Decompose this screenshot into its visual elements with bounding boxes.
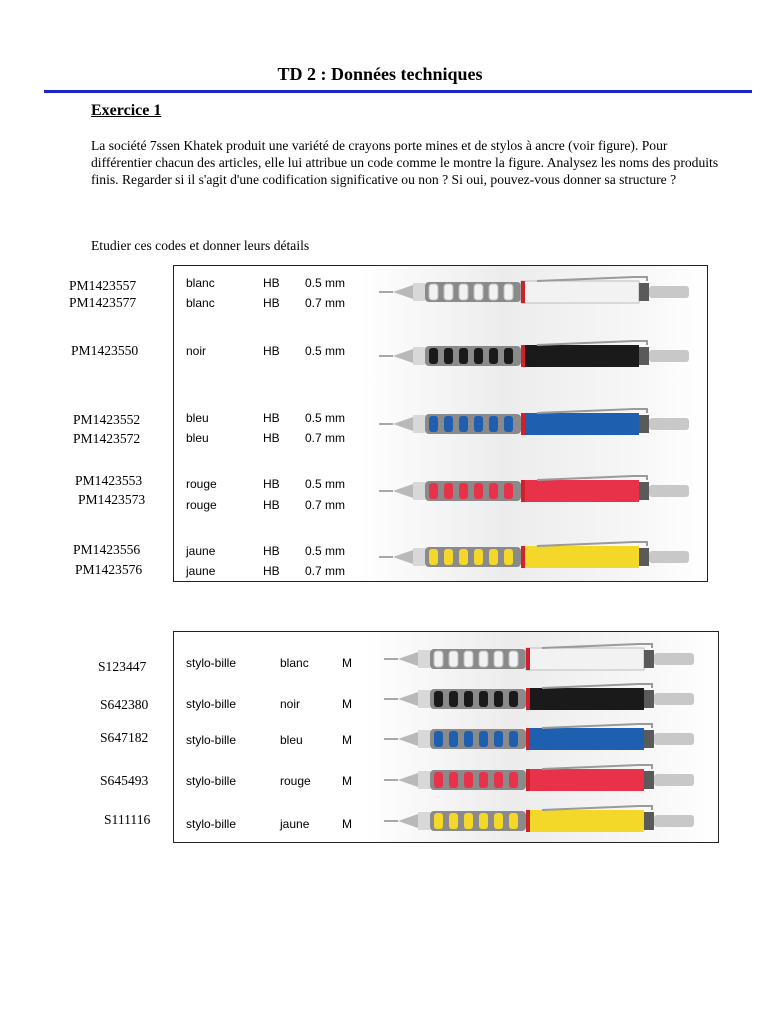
pencil-color: rouge xyxy=(186,498,217,512)
pencil-color: rouge xyxy=(186,477,217,491)
grip-ridge xyxy=(434,651,443,667)
clip xyxy=(537,542,647,546)
push-button xyxy=(654,774,694,786)
grip-ridge xyxy=(504,284,513,300)
grip-ridge xyxy=(444,416,453,432)
pen-size: M xyxy=(342,656,352,670)
pen-code: S647182 xyxy=(100,730,149,745)
pencil-hardness: HB xyxy=(263,544,280,558)
grip-ridge xyxy=(444,284,453,300)
grip-ridge xyxy=(479,691,488,707)
grip-ridge xyxy=(429,483,438,499)
grip-ridge xyxy=(494,651,503,667)
pen-size: M xyxy=(342,697,352,711)
barrel xyxy=(526,810,644,832)
pencil-color: blanc xyxy=(186,276,215,290)
grip-ridge xyxy=(474,549,483,565)
ferrule xyxy=(413,548,425,566)
pen-figure xyxy=(173,631,719,843)
ferrule xyxy=(413,415,425,433)
push-button xyxy=(654,653,694,665)
ferrule xyxy=(418,730,430,748)
push-button xyxy=(649,418,689,430)
pencil-illustration-black xyxy=(379,338,695,374)
pencil-color: bleu xyxy=(186,411,209,425)
pen-color: blanc xyxy=(280,656,309,670)
pencil-code: PM1423550 xyxy=(71,343,139,358)
cap-base xyxy=(644,812,654,830)
grip-ridge xyxy=(459,416,468,432)
cap-base xyxy=(639,415,649,433)
grip-ridge xyxy=(464,651,473,667)
red-ring xyxy=(526,648,530,670)
clip xyxy=(542,684,652,688)
grip-ridge xyxy=(494,691,503,707)
cone xyxy=(393,285,413,299)
pencil-lead-size: 0.5 mm xyxy=(305,276,346,290)
grip-ridge xyxy=(509,731,518,747)
red-ring xyxy=(521,546,525,568)
pencil-illustration-yellow xyxy=(379,539,695,575)
grip-ridge xyxy=(444,348,453,364)
red-ring xyxy=(526,769,530,791)
push-button xyxy=(654,733,694,745)
pen-color: rouge xyxy=(280,774,311,788)
cap-base xyxy=(639,283,649,301)
clip xyxy=(542,806,652,810)
cap-base xyxy=(639,482,649,500)
red-ring xyxy=(521,345,525,367)
pencil-color: blanc xyxy=(186,296,215,310)
pencil-code: PM1423556 xyxy=(73,542,141,557)
grip-ridge xyxy=(459,284,468,300)
pencil-color: jaune xyxy=(186,564,216,578)
ferrule xyxy=(418,771,430,789)
grip-ridge xyxy=(434,772,443,788)
pencil-hardness: HB xyxy=(263,431,280,445)
pen-type: stylo-bille xyxy=(186,733,237,747)
grip-ridge xyxy=(489,284,498,300)
grip-ridge xyxy=(474,416,483,432)
red-ring xyxy=(526,688,530,710)
barrel xyxy=(521,281,639,303)
grip-ridge xyxy=(464,731,473,747)
grip-ridge xyxy=(479,772,488,788)
pen-color: jaune xyxy=(280,817,310,831)
grip-ridge xyxy=(449,813,458,829)
pen-illustration-blue xyxy=(384,721,700,757)
grip-ridge xyxy=(494,813,503,829)
clip xyxy=(542,765,652,769)
cap-base xyxy=(639,548,649,566)
pencil-illustration-white xyxy=(379,274,695,310)
barrel xyxy=(521,413,639,435)
clip xyxy=(537,341,647,345)
pencil-hardness: HB xyxy=(263,411,280,425)
grip-ridge xyxy=(479,813,488,829)
pencil-hardness: HB xyxy=(263,477,280,491)
cap-base xyxy=(644,690,654,708)
grip-ridge xyxy=(504,549,513,565)
grip-ridge xyxy=(449,651,458,667)
pencil-color: bleu xyxy=(186,431,209,445)
barrel xyxy=(521,546,639,568)
push-button xyxy=(649,350,689,362)
clip xyxy=(537,476,647,480)
push-button xyxy=(649,286,689,298)
grip-ridge xyxy=(504,483,513,499)
cap-base xyxy=(644,650,654,668)
grip-ridge xyxy=(474,348,483,364)
grip-ridge xyxy=(449,772,458,788)
push-button xyxy=(649,551,689,563)
cap-base xyxy=(644,730,654,748)
clip xyxy=(542,724,652,728)
red-ring xyxy=(526,810,530,832)
ferrule xyxy=(413,347,425,365)
pencil-hardness: HB xyxy=(263,296,280,310)
pencil-code: PM1423572 xyxy=(73,431,141,446)
grip-ridge xyxy=(489,348,498,364)
pen-illustration-white xyxy=(384,641,700,677)
cone xyxy=(398,814,418,828)
pen-code: S642380 xyxy=(100,697,149,712)
red-ring xyxy=(521,413,525,435)
cone xyxy=(393,550,413,564)
pencil-lead-size: 0.5 mm xyxy=(305,477,346,491)
page-title: TD 2 : Données techniques xyxy=(277,64,483,84)
red-ring xyxy=(521,480,525,502)
grip-ridge xyxy=(459,348,468,364)
exercise-instruction: Etudier ces codes et donner leurs détails xyxy=(91,238,310,253)
grip-ridge xyxy=(509,772,518,788)
ferrule xyxy=(418,650,430,668)
ferrule xyxy=(413,482,425,500)
cone xyxy=(393,484,413,498)
ferrule xyxy=(413,283,425,301)
pen-type: stylo-bille xyxy=(186,697,237,711)
grip-ridge xyxy=(459,483,468,499)
pencil-code: PM1423557 xyxy=(69,278,137,293)
pencil-illustration-blue xyxy=(379,406,695,442)
grip-ridge xyxy=(429,284,438,300)
cone xyxy=(393,349,413,363)
pencil-lead-size: 0.5 mm xyxy=(305,411,346,425)
red-ring xyxy=(526,728,530,750)
pen-code: S123447 xyxy=(98,659,147,674)
grip-ridge xyxy=(474,284,483,300)
grip-ridge xyxy=(504,348,513,364)
grip-ridge xyxy=(429,549,438,565)
pen-color: noir xyxy=(280,697,301,711)
grip-ridge xyxy=(434,813,443,829)
grip-ridge xyxy=(509,651,518,667)
grip-ridge xyxy=(494,731,503,747)
pencil-hardness: HB xyxy=(263,344,280,358)
pencil-code: PM1423573 xyxy=(78,492,146,507)
barrel xyxy=(526,728,644,750)
pencil-code: PM1423552 xyxy=(73,412,141,427)
pen-size: M xyxy=(342,817,352,831)
grip-ridge xyxy=(479,651,488,667)
pen-code: S111116 xyxy=(104,812,151,827)
barrel xyxy=(526,648,644,670)
pencil-lead-size: 0.7 mm xyxy=(305,431,346,445)
pen-code: S645493 xyxy=(100,773,149,788)
grip-ridge xyxy=(489,416,498,432)
grip-ridge xyxy=(429,348,438,364)
pencil-hardness: HB xyxy=(263,498,280,512)
pencil-lead-size: 0.7 mm xyxy=(305,296,346,310)
pen-type: stylo-bille xyxy=(186,817,237,831)
exercise-heading: Exercice 1 xyxy=(91,102,162,119)
pencil-hardness: HB xyxy=(263,564,280,578)
exercise-paragraph: La société 7ssen Khatek produit une variété de crayons porte mines et de stylos à ancre (voir figure). Pour différentier chacun des articles, elle lui attribue un code comme le montre la figure. Analysez les noms des produits finis. Regarder si il s'agit d'une codification significative ou non ? Si oui, pouvez-vous donner sa structure ? xyxy=(91,138,719,187)
barrel xyxy=(521,345,639,367)
grip-ridge xyxy=(464,813,473,829)
pen-type: stylo-bille xyxy=(186,656,237,670)
cone xyxy=(398,692,418,706)
grip-ridge xyxy=(464,772,473,788)
grip-ridge xyxy=(479,731,488,747)
pen-type: stylo-bille xyxy=(186,774,237,788)
grip-ridge xyxy=(434,731,443,747)
pencil-lead-size: 0.5 mm xyxy=(305,344,346,358)
cone xyxy=(398,732,418,746)
grip-ridge xyxy=(489,483,498,499)
pencil-code: PM1423576 xyxy=(75,562,143,577)
pencil-hardness: HB xyxy=(263,276,280,290)
ferrule xyxy=(418,690,430,708)
grip-ridge xyxy=(509,691,518,707)
cone xyxy=(393,417,413,431)
pencil-color: noir xyxy=(186,344,207,358)
grip-ridge xyxy=(489,549,498,565)
grip-ridge xyxy=(449,731,458,747)
grip-ridge xyxy=(464,691,473,707)
grip-ridge xyxy=(429,416,438,432)
pencil-code: PM1423577 xyxy=(69,295,137,310)
red-ring xyxy=(521,281,525,303)
pencil-figure xyxy=(173,265,708,582)
ferrule xyxy=(418,812,430,830)
clip xyxy=(537,409,647,413)
grip-ridge xyxy=(444,483,453,499)
grip-ridge xyxy=(444,549,453,565)
grip-ridge xyxy=(504,416,513,432)
title-divider xyxy=(44,90,752,93)
push-button xyxy=(649,485,689,497)
pen-size: M xyxy=(342,774,352,788)
pen-illustration-red xyxy=(384,762,700,798)
grip-ridge xyxy=(459,549,468,565)
grip-ridge xyxy=(474,483,483,499)
push-button xyxy=(654,693,694,705)
push-button xyxy=(654,815,694,827)
cap-base xyxy=(639,347,649,365)
barrel xyxy=(526,688,644,710)
grip-ridge xyxy=(509,813,518,829)
clip xyxy=(537,277,647,281)
pencil-illustration-red xyxy=(379,473,695,509)
cap-base xyxy=(644,771,654,789)
pen-size: M xyxy=(342,733,352,747)
pencil-lead-size: 0.5 mm xyxy=(305,544,346,558)
pen-illustration-black xyxy=(384,681,700,717)
cone xyxy=(398,773,418,787)
grip-ridge xyxy=(494,772,503,788)
grip-ridge xyxy=(434,691,443,707)
pencil-lead-size: 0.7 mm xyxy=(305,498,346,512)
barrel xyxy=(526,769,644,791)
pencil-lead-size: 0.7 mm xyxy=(305,564,346,578)
pencil-color: jaune xyxy=(186,544,216,558)
grip-ridge xyxy=(449,691,458,707)
pencil-code: PM1423553 xyxy=(75,473,143,488)
pen-color: bleu xyxy=(280,733,303,747)
pen-illustration-yellow xyxy=(384,803,700,839)
cone xyxy=(398,652,418,666)
clip xyxy=(542,644,652,648)
barrel xyxy=(521,480,639,502)
